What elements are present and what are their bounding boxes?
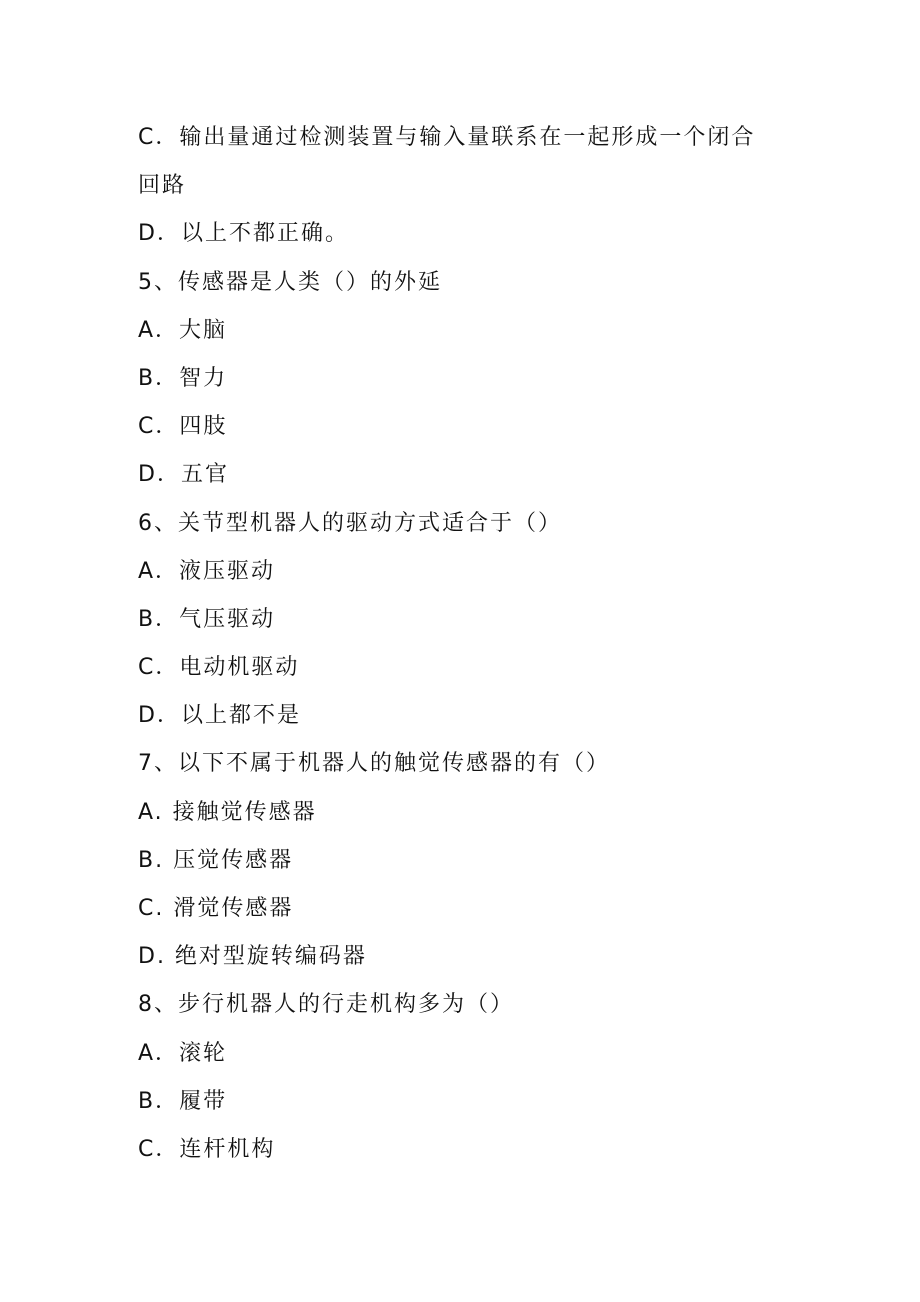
option-8c: C．连杆机构 xyxy=(138,1136,276,1162)
option-5a: A．大脑 xyxy=(138,317,228,343)
option-5b: B．智力 xyxy=(138,365,228,391)
option-6a: A．液压驱动 xyxy=(138,558,276,584)
option-8b: B．履带 xyxy=(138,1088,228,1114)
option-6d: D．以上都不是 xyxy=(138,703,301,729)
option-7c: C. 滑觉传感器 xyxy=(138,896,294,921)
option-7a: A. 接触觉传感器 xyxy=(138,799,317,825)
option-5c: C．四肢 xyxy=(138,414,228,440)
option-4c-line1: C．输出量通过检测装置与输入量联系在一起形成一个闭合 xyxy=(138,125,756,150)
question-text-block xyxy=(138,114,788,1174)
question-7: 7、以下不属于机器人的触觉传感器的有（） xyxy=(138,751,610,777)
option-7d: D. 绝对型旋转编码器 xyxy=(138,944,367,970)
option-4c-line2: 回路 xyxy=(138,173,187,199)
option-8a: A．滚轮 xyxy=(138,1040,228,1066)
question-8: 8、步行机器人的行走机构多为（） xyxy=(138,992,514,1018)
option-6c: C．电动机驱动 xyxy=(138,655,300,681)
question-5: 5、传感器是人类（）的外延 xyxy=(138,269,442,295)
question-6: 6、关节型机器人的驱动方式适合于（） xyxy=(138,510,562,536)
option-6b: B．气压驱动 xyxy=(138,606,276,632)
option-5d: D．五官 xyxy=(138,462,229,488)
option-7b: B. 压觉传感器 xyxy=(138,847,294,873)
option-4d: D．以上不都正确。 xyxy=(138,221,349,247)
